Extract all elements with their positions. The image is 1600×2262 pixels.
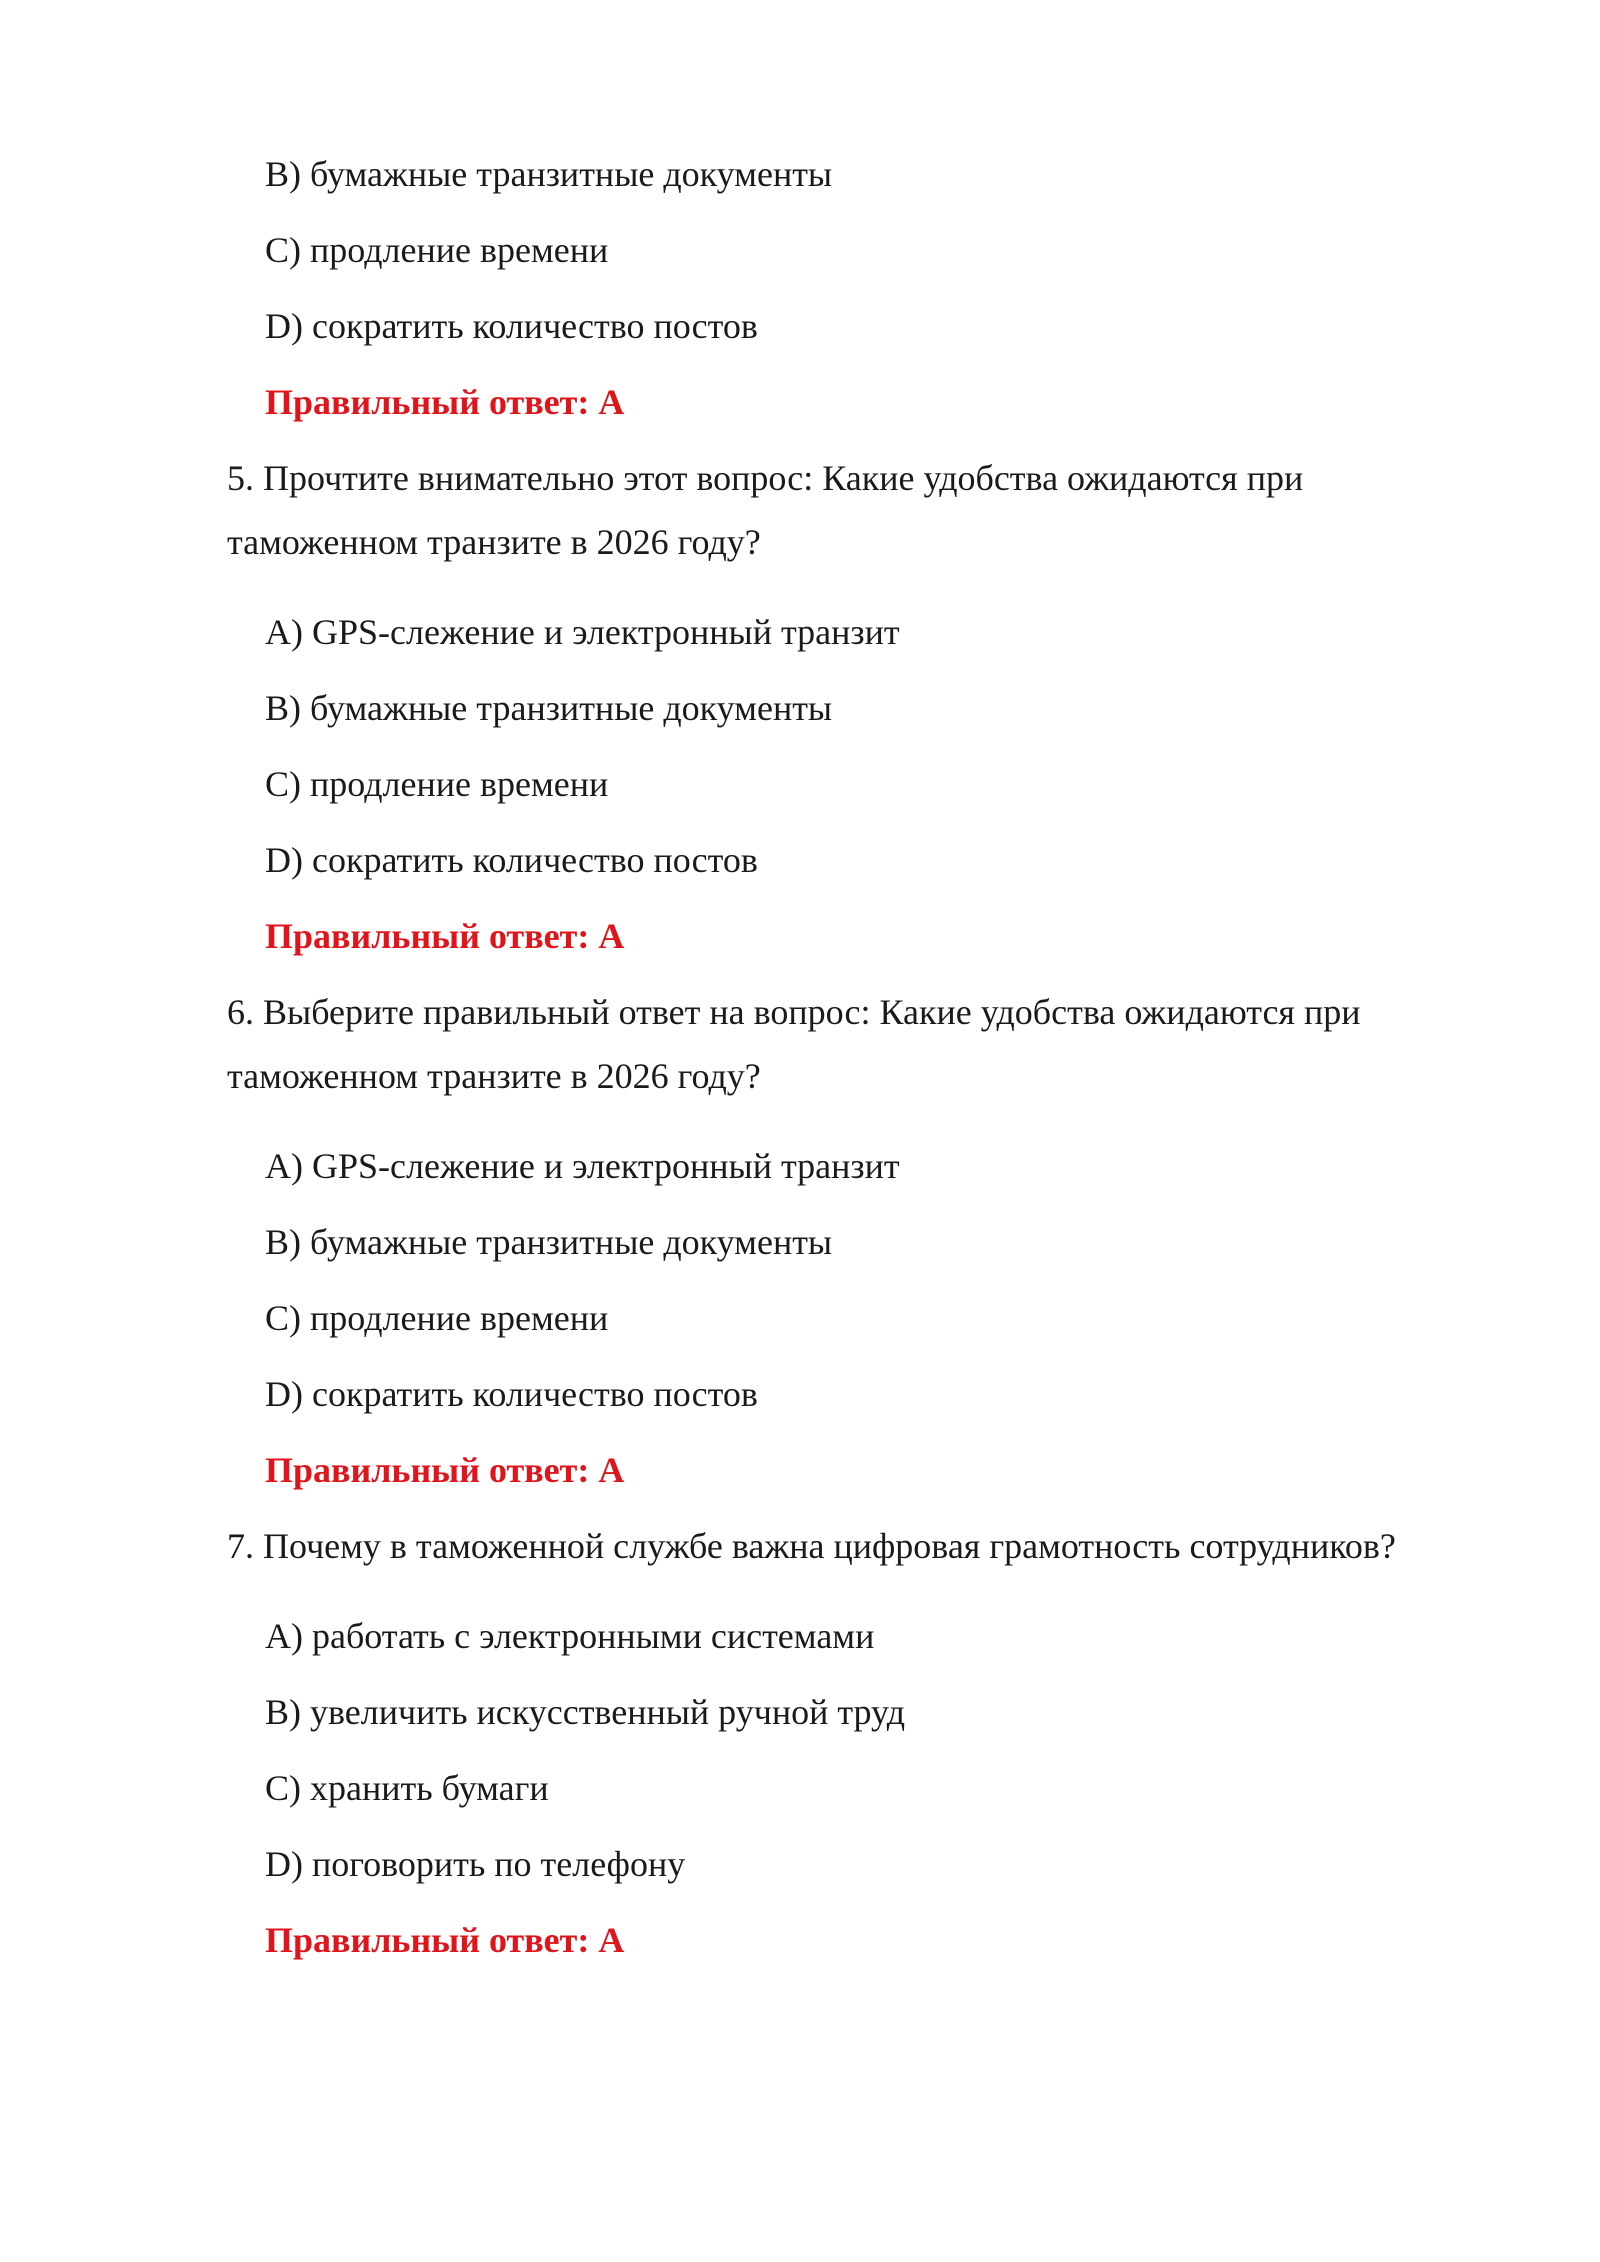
q5-correct-answer: Правильный ответ: A [265, 916, 625, 956]
q6-option-c: C) продление времени [265, 1298, 609, 1338]
q4-option-c: C) продление времени [265, 230, 609, 270]
q5-option-a: A) GPS-слежение и электронный транзит [265, 612, 900, 652]
q5-text-line1: 5. Прочтите внимательно этот вопрос: Какие удобства ожидаются при [227, 458, 1304, 498]
q6-text-line2: таможенном транзите в 2026 году? [227, 1056, 761, 1096]
q6-option-b: B) бумажные транзитные документы [265, 1222, 833, 1262]
q6-correct-answer: Правильный ответ: A [265, 1450, 625, 1490]
q4-option-b: B) бумажные транзитные документы [265, 154, 833, 194]
q7-option-d: D) поговорить по телефону [265, 1844, 686, 1884]
q6-option-a: A) GPS-слежение и электронный транзит [265, 1146, 900, 1186]
q7-correct-answer: Правильный ответ: A [265, 1920, 625, 1960]
q6-text-line1: 6. Выберите правильный ответ на вопрос: Какие удобства ожидаются при [227, 992, 1361, 1032]
q4-option-d: D) сократить количество постов [265, 306, 758, 346]
q5-text-line2: таможенном транзите в 2026 году? [227, 522, 761, 562]
q7-option-c: C) хранить бумаги [265, 1768, 549, 1808]
q7-option-b: B) увеличить искусственный ручной труд [265, 1692, 906, 1732]
q5-option-b: B) бумажные транзитные документы [265, 688, 833, 728]
q7-text-line1: 7. Почему в таможенной службе важна цифровая грамотность сотрудников? [227, 1526, 1396, 1566]
q7-option-a: A) работать с электронными системами [265, 1616, 875, 1656]
q4-correct-answer: Правильный ответ: A [265, 382, 625, 422]
q6-option-d: D) сократить количество постов [265, 1374, 758, 1414]
q5-option-c: C) продление времени [265, 764, 609, 804]
q5-option-d: D) сократить количество постов [265, 840, 758, 880]
